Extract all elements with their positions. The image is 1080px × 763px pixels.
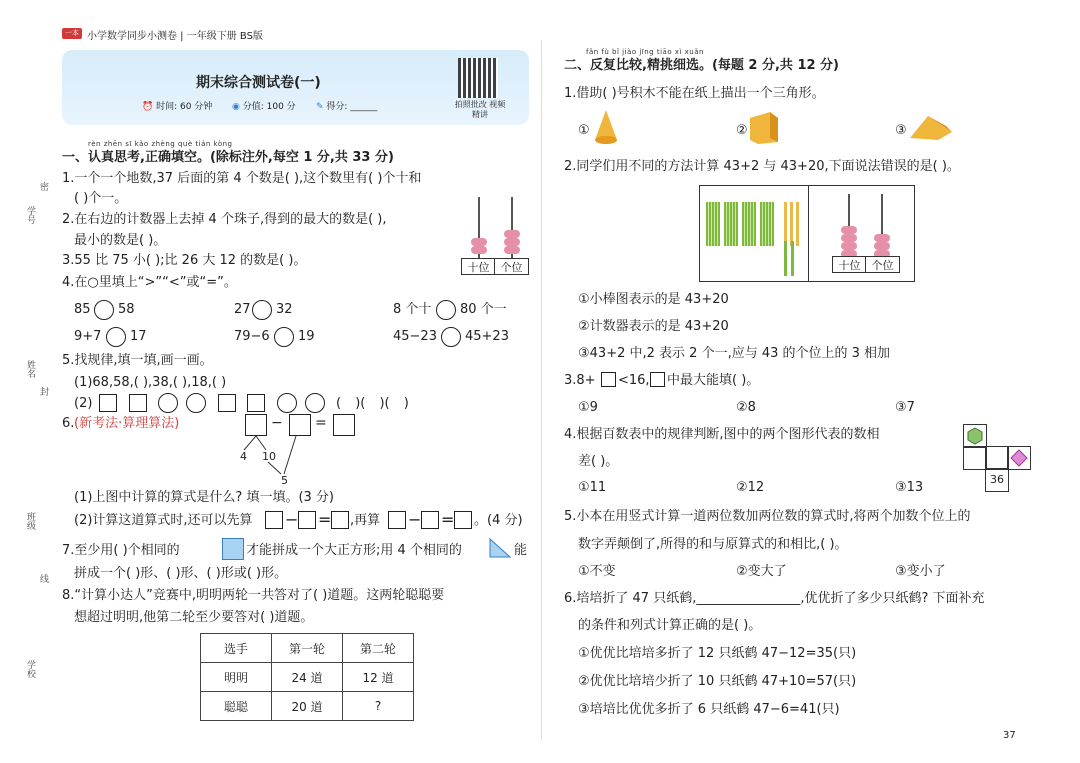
- side-school: 学校: [25, 660, 35, 678]
- q4: 4.在○里填上“>”“<”或“=”。: [62, 275, 237, 290]
- q2-line2: 最小的数是( )。: [74, 233, 167, 248]
- q6-1: (1)上图中计算的算式是什么? 填一填。(3 分): [74, 490, 334, 505]
- compare-circle[interactable]: [252, 300, 272, 320]
- side-name: 姓名: [25, 360, 35, 378]
- cone-block-icon: [593, 108, 619, 146]
- pinyin-section1: rèn zhēn sī kǎo zhèng què tián kòng: [88, 140, 233, 148]
- q6-2-mid: ,再算: [350, 513, 381, 528]
- score-label: ◉ 分值: 100 分: [232, 102, 296, 112]
- r3-opt3[interactable]: ③7: [895, 400, 915, 415]
- blank-box[interactable]: [650, 372, 665, 387]
- r2: 2.同学们用不同的方法计算 43+2 与 43+20,下面说法错误的是( )。: [564, 159, 960, 174]
- r2-opt1[interactable]: ①小棒图表示的是 43+20: [578, 292, 729, 307]
- section1-heading: 一、认真思考,正确填空。(除标注外,每空 1 分,共 33 分): [62, 150, 394, 165]
- cmp6-b: 45+23: [465, 329, 509, 344]
- compare-circle[interactable]: [441, 327, 461, 347]
- qr-caption: 拍照批改 视频精讲: [454, 100, 506, 119]
- side-seal-feng: 封: [40, 388, 50, 398]
- r1-opt1[interactable]: ①: [578, 123, 590, 138]
- brand-badge: 一本: [62, 28, 82, 39]
- r5-line2: 数字弄颠倒了,所得的和与原算式的和相比,( )。: [578, 537, 848, 552]
- r6-opt2[interactable]: ②优优比培培少折了 10 只纸鹤 47+10=57(只): [578, 674, 857, 689]
- cmp4-b: 17: [130, 329, 147, 344]
- q1-line1: 1.一个一个地数,37 后面的第 4 个数是( ),这个数里有( )个十和: [62, 171, 422, 186]
- cmp5-a: 79−6: [234, 329, 270, 344]
- section2-heading: 二、反复比较,精挑细选。(每题 2 分,共 12 分): [564, 58, 839, 73]
- cmp5-b: 19: [298, 329, 315, 344]
- pinyin-section2: fǎn fù bǐ jiào jīng tiāo xì xuǎn: [586, 48, 704, 56]
- q7-line1-pre: 7.至少用( )个相同的: [62, 543, 180, 558]
- q5-1: (1)68,58,( ),38,( ),18,( ): [74, 375, 227, 390]
- side-student-no: 学号: [25, 206, 35, 224]
- wedge-block-icon: [908, 114, 954, 142]
- score-icon: ◉: [232, 102, 240, 112]
- r4-line2: 差( )。: [578, 454, 619, 469]
- q2-line1: 2.在右边的计数器上去掉 4 个珠子,得到的最大的数是( ),: [62, 212, 387, 227]
- r3-opt1[interactable]: ①9: [578, 400, 598, 415]
- q8-line1: 8.“计算小达人”竞赛中,明明两轮一共答对了( )道题。这两轮聪聪要: [62, 588, 445, 603]
- table-row: 选手 第一轮 第二轮: [201, 634, 414, 663]
- table-row: 聪聪 20 道 ?: [201, 692, 414, 721]
- q7-line1-mid: 才能拼成一个大正方形;用 4 个相同的: [246, 543, 462, 558]
- r1-opt2[interactable]: ②: [736, 123, 748, 138]
- r2-figure: 十位 个位: [699, 185, 915, 282]
- r1-opt3[interactable]: ③: [895, 123, 907, 138]
- r2-opt3[interactable]: ③43+2 中,2 表示 2 个一,应与 43 的个位上的 3 相加: [578, 346, 891, 361]
- compare-circle[interactable]: [94, 300, 114, 320]
- pen-icon: ✎: [316, 102, 324, 112]
- r1: 1.借助( )号积木不能在纸上描出一个三角形。: [564, 86, 825, 101]
- score-table: [200, 633, 414, 721]
- series-title: 小学数学同步小测卷 | 一年级下册 BS版: [87, 31, 263, 42]
- page-number: 37: [1003, 730, 1016, 741]
- clock-icon: ⏰: [142, 102, 154, 112]
- r3-end: 中最大能填( )。: [667, 373, 760, 388]
- r2-opt2[interactable]: ②计数器表示的是 43+20: [578, 319, 729, 334]
- compare-circle[interactable]: [436, 300, 456, 320]
- cmp4-a: 9+7: [74, 329, 102, 344]
- r5-opt2[interactable]: ②变大了: [736, 564, 787, 579]
- q5-2-label: (2): [74, 396, 93, 411]
- time-label: ⏰ 时间: 60 分钟: [142, 102, 213, 112]
- q7-line2: 拼成一个( )形、( )形、( )形或( )形。: [74, 566, 288, 581]
- q6-2-pre: (2)计算这道算式时,还可以先算: [74, 513, 253, 528]
- r6-line2: 的条件和列式计算正确的是( )。: [578, 618, 762, 633]
- cmp1-a: 85: [74, 302, 91, 317]
- qr-code-icon[interactable]: [458, 58, 498, 98]
- blank-box[interactable]: [601, 372, 616, 387]
- got-label: ✎ 得分: ______: [316, 102, 378, 112]
- q5: 5.找规律,填一填,画一画。: [62, 353, 213, 368]
- triangle-shape-icon: [488, 537, 512, 559]
- r3-mid: <16,: [618, 373, 650, 388]
- r4-opt3[interactable]: ③13: [895, 480, 924, 495]
- r4-opt2[interactable]: ②12: [736, 480, 765, 495]
- compare-circle[interactable]: [274, 327, 294, 347]
- square-shape-icon: [222, 538, 244, 560]
- table-row: 明明 24 道 12 道: [201, 663, 414, 692]
- r6-opt3[interactable]: ③培培比优优多折了 6 只纸鹤 47−6=41(只): [578, 702, 840, 717]
- q8-line2: 想超过明明,他第二轮至少要答对( )道题。: [74, 610, 314, 625]
- prism-block-icon: [748, 110, 782, 146]
- cmp6-a: 45−23: [393, 329, 437, 344]
- side-seal-mi: 密: [40, 183, 50, 193]
- r4-line1: 4.根据百数表中的规律判断,图中的两个图形代表的数相: [564, 427, 880, 442]
- cmp2-b: 32: [276, 302, 293, 317]
- q1-line2: ( )个一。: [74, 191, 128, 206]
- r6-line1: 6.培培折了 47 只纸鹤,________________,优优折了多少只纸鹤? 下面补充: [564, 591, 985, 606]
- r3-opt2[interactable]: ②8: [736, 400, 756, 415]
- q7-line1-end: 能: [514, 543, 528, 558]
- q6-number: 6.: [62, 416, 75, 431]
- q3: 3.55 比 75 小( );比 26 大 12 的数是( )。: [62, 253, 307, 268]
- r6-opt1[interactable]: ①优优比培培多折了 12 只纸鹤 47−12=35(只): [578, 646, 857, 661]
- cmp3-b: 80 个一: [460, 302, 507, 317]
- cmp2-a: 27: [234, 302, 251, 317]
- r4-opt1[interactable]: ①11: [578, 480, 607, 495]
- r5-opt1[interactable]: ①不变: [578, 564, 616, 579]
- q6-2-end: 。(4 分): [474, 513, 523, 528]
- q6-tag: (新考法·算理算法): [74, 416, 180, 431]
- diamond-icon: [1010, 449, 1028, 467]
- page-divider: [541, 40, 542, 740]
- side-class: 班级: [25, 512, 35, 530]
- side-seal-line: 线: [40, 575, 50, 585]
- cmp3-a: 8 个十: [393, 302, 432, 317]
- q5-2-blanks: ( )( )( ): [336, 396, 409, 411]
- page-title: 期末综合测试卷(一): [196, 75, 321, 91]
- r5-line1: 5.小本在用竖式计算一道两位数加两位数的算式时,将两个加数个位上的: [564, 509, 971, 524]
- compare-circle[interactable]: [106, 327, 126, 347]
- cmp1-b: 58: [118, 302, 135, 317]
- r5-opt3[interactable]: ③变小了: [895, 564, 946, 579]
- hexagon-icon: [966, 427, 984, 445]
- r3-pre: 3.8+: [564, 373, 596, 388]
